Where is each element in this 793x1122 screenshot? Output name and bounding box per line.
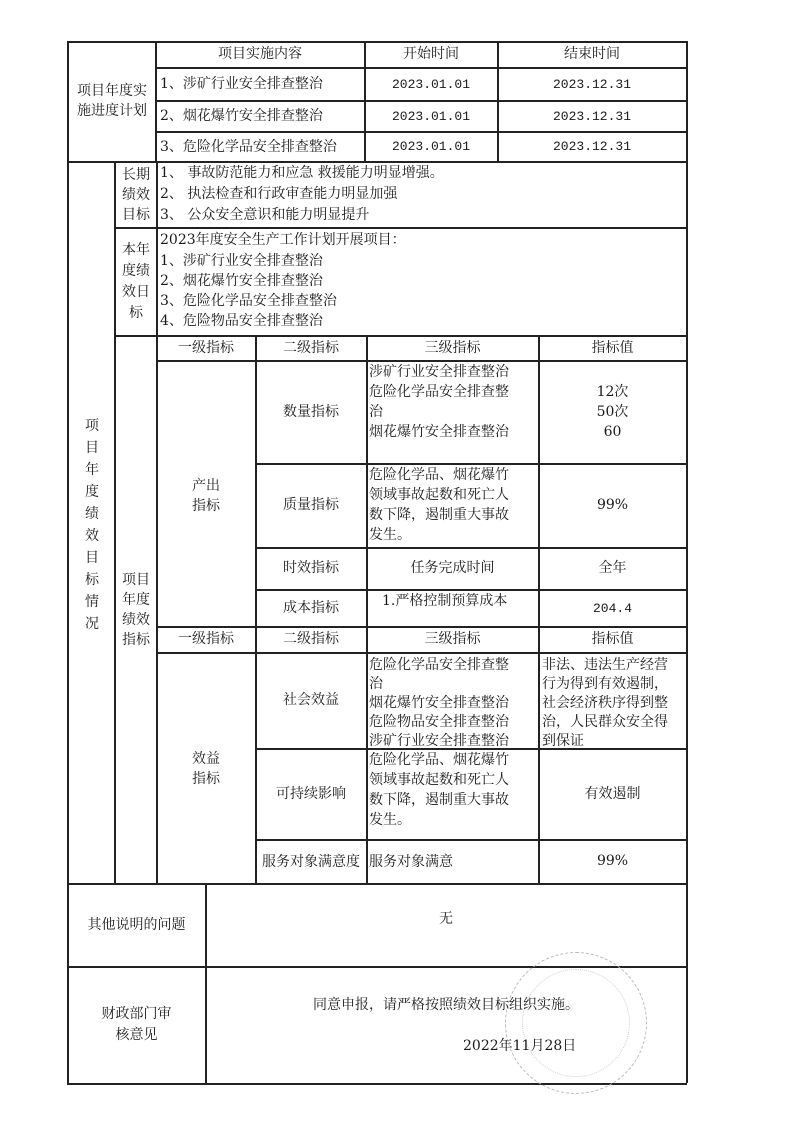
other-issues-value: 无 (439, 910, 453, 927)
timeliness-value: 全年 (598, 560, 627, 576)
indicator-header-level1: 一级指标 (178, 631, 234, 647)
progress-row-content: 2、烟花爆竹安全排查整治 (160, 108, 323, 124)
progress-row-end: 2023.12.31 (552, 139, 631, 154)
goals-label: 项目年度绩效目标情况 (85, 418, 99, 632)
quality-level3-line: 领域事故起数和死亡人 (369, 487, 509, 503)
social-level3-line: 危险化学品安全排查整 (369, 657, 509, 673)
sustain-value: 有效遏制 (584, 785, 641, 802)
progress-row-content: 1、涉矿行业安全排查整治 (160, 76, 323, 92)
indicator-header-value: 指标值 (591, 339, 634, 356)
social-value-line: 社会经济秩序得到整 (542, 695, 668, 711)
progress-header-start: 开始时间 (403, 46, 459, 62)
satisfaction-value: 99% (596, 853, 629, 869)
quality-level3-line: 危险化学品、烟花爆竹 (369, 467, 509, 483)
finance-opinion-label: 财政部门审核意见 (101, 1006, 172, 1043)
quality-level3-line: 数下降，遏制重大事故 (369, 507, 509, 523)
timeliness-level3: 任务完成时间 (410, 560, 495, 576)
indicator-header-level1: 一级指标 (178, 339, 234, 356)
approval-date: 2022年11月28日 (463, 1038, 577, 1054)
progress-row-end: 2023.12.31 (552, 108, 631, 124)
quantity-indicator: 数量指标 (283, 403, 339, 420)
sustain-level3-line: 领域事故起数和死亡人 (369, 772, 509, 788)
annual-goal-line: 4、危险物品安全排查整治 (160, 313, 323, 329)
quantity-value: 60 (603, 423, 622, 440)
annual-goal-line: 2、烟花爆竹安全排查整治 (160, 273, 323, 289)
social-value-line: 治，人民群众安全得 (542, 714, 668, 730)
indicator-header-level3: 三级指标 (424, 631, 481, 647)
social-value-line: 非法、违法生产经营 (542, 657, 668, 673)
cost-level3: 1.严格控制预算成本 (382, 593, 508, 609)
progress-row-end: 2023.12.31 (552, 76, 631, 92)
quantity-level3-line: 危险化学品安全排查整 (369, 384, 509, 400)
finance-opinion-text: 同意申报，请严格按照绩效目标组织实施。 (313, 996, 579, 1013)
progress-plan-label: 项目年度实施进度计划 (77, 83, 147, 119)
social-value-line: 行为得到有效遏制， (542, 676, 668, 692)
progress-row-start: 2023.01.01 (391, 139, 470, 154)
sustain-level3-line: 危险化学品、烟花爆竹 (369, 752, 509, 768)
social-level3-cell (367, 653, 538, 748)
quantity-value: 12次 (596, 383, 629, 400)
indicator-header-level2: 二级指标 (283, 631, 339, 647)
progress-row-start: 2023.01.01 (391, 76, 470, 92)
benefit-indicator-label: 效益指标 (192, 751, 220, 787)
annual-goal-line: 3、危险化学品安全排查整治 (160, 293, 337, 309)
long-term-label: 长期绩效目标 (122, 167, 150, 223)
sustain-level3-line: 数下降，遏制重大事故 (369, 792, 509, 808)
social-value-line: 到保证 (542, 733, 584, 748)
indicator-header-level3: 三级指标 (424, 339, 481, 356)
sustain-level3-line: 发生。 (369, 812, 411, 828)
annual-goal-line: 2023年度安全生产工作计划开展项目： (160, 232, 406, 248)
progress-row-start: 2023.01.01 (391, 108, 470, 124)
annual-goal-line: 1、涉矿行业安全排查整治 (160, 253, 323, 269)
quantity-value: 50次 (596, 403, 629, 420)
quantity-level3-line: 烟花爆竹安全排查整治 (369, 424, 509, 440)
progress-header-end: 结束时间 (564, 46, 620, 62)
progress-header-content: 项目实施内容 (218, 46, 302, 62)
quality-value: 99% (596, 497, 629, 513)
sustainability-indicator: 可持续影响 (276, 785, 346, 802)
official-seal-inner (522, 969, 630, 1077)
quantity-level3-line: 治 (369, 404, 383, 420)
social-level3-line: 涉矿行业安全排查整治 (369, 733, 509, 748)
other-issues-label: 其他说明的问题 (87, 916, 186, 933)
indicator-header-value: 指标值 (591, 631, 634, 647)
social-level3-line: 危险物品安全排查整治 (369, 714, 509, 730)
long-term-line: 1、 事故防范能力和应急 救援能力明显增强。 (160, 165, 444, 181)
cost-value: 204.4 (592, 600, 632, 616)
quality-indicator: 质量指标 (283, 497, 339, 513)
timeliness-indicator: 时效指标 (283, 560, 339, 576)
annual-goal-label: 本年度绩效日标 (122, 241, 150, 321)
progress-row-content: 3、危险化学品安全排查整治 (160, 139, 337, 155)
quantity-level3-line: 涉矿行业安全排查整治 (369, 364, 509, 380)
indicator-header-level2: 二级指标 (283, 339, 339, 356)
cost-indicator: 成本指标 (283, 599, 339, 616)
social-level3-line: 烟花爆竹安全排查整治 (369, 695, 509, 711)
social-level3-line: 治 (369, 676, 383, 692)
long-term-line: 2、 执法检查和行政审查能力明显加强 (160, 186, 398, 202)
indicators-label: 项目年度绩效指标 (122, 572, 150, 648)
satisfaction-indicator: 服务对象满意度 (262, 853, 360, 870)
social-value-cell (539, 653, 686, 748)
quality-level3-line: 发生。 (369, 527, 411, 543)
satisfaction-level3: 服务对象满意 (369, 854, 453, 870)
long-term-line: 3、 公众安全意识和能力明显提升 (160, 207, 370, 223)
social-benefit-indicator: 社会效益 (283, 692, 339, 708)
output-indicator-label: 产出指标 (192, 478, 220, 514)
